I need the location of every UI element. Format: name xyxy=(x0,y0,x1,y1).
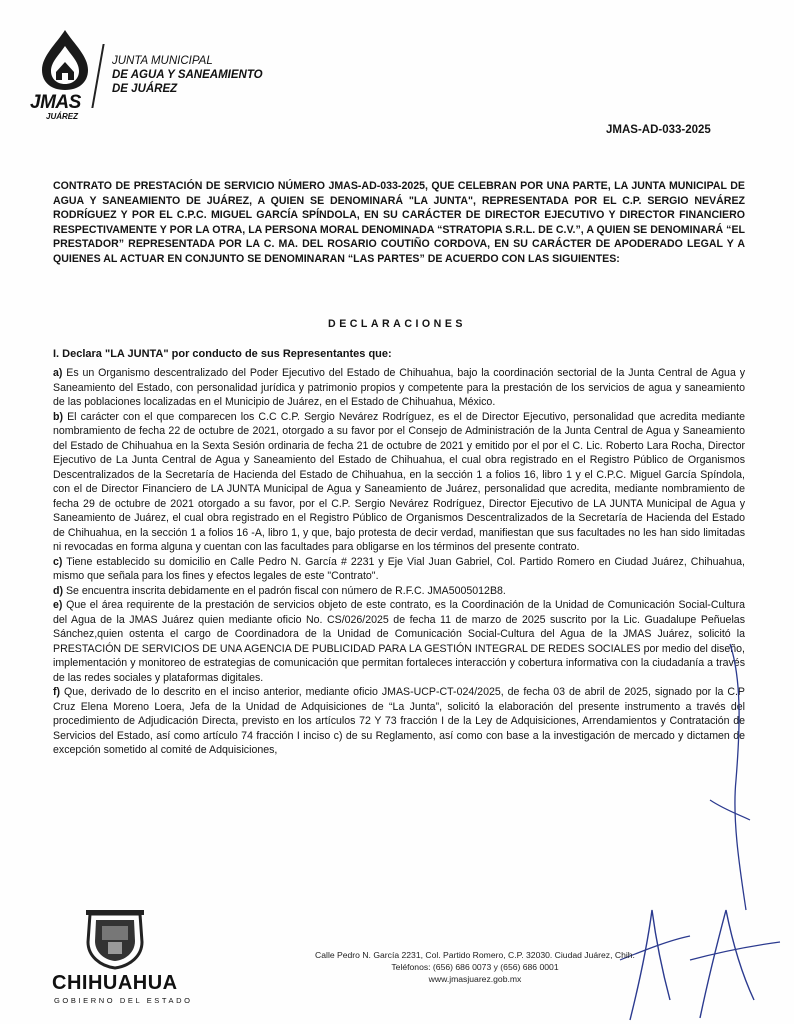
jmas-logo xyxy=(26,28,106,124)
paragraph xyxy=(53,366,745,410)
declaration-paragraphs xyxy=(53,366,745,758)
footer-brand: CHIHUAHUA xyxy=(52,972,178,994)
paragraph-text: Que, derivado de lo descrito en el inciso anterior, mediante oficio JMAS-UCP-CT-024/2025, de fecha 03 de abril de 2025, signado por la C.P Cruz Elena Moreno Loera, Jefa de la Unidad de Adquisiciones de “La Junta”, solicitó la elaboración del presente instrumento a través del procedimiento de Adjudicación Directa, previsto en los artículos 72 Y 73 fracción I de la Ley de Adquisiciones, Arrendamientos y Contratación de Servicios del Estado, así como artículo 74 fracción I inciso c) de su Reglamento, así como con base a la investigación de mercado y dictamen de excepción sometido al comité de Adquisiciones, xyxy=(53,686,745,756)
org-name-line: DE JUÁREZ xyxy=(112,83,178,95)
organization-name xyxy=(112,54,263,96)
state-seal-icon xyxy=(80,908,150,970)
paragraph xyxy=(53,685,745,758)
footer-phones: Teléfonos: (656) 686 0073 y (656) 686 0001 xyxy=(391,962,559,972)
paragraph-text: Se encuentra inscrita debidamente en el padrón fiscal con número de R.F.C. JMA5005012B8. xyxy=(63,584,506,597)
paragraph-label: e) xyxy=(53,599,63,611)
paragraph-text: El carácter con el que comparecen los C.C C.P. Sergio Nevárez Rodríguez, es el de Director Ejecutivo, personalidad que acredita mediante nombramiento de fecha 22 de octubre de 2021, otorgado a su favor por el Consejo de Administración de la Junta Central de Agua y Saneamiento del Estado de Chihuahua en la Sexta Sesión ordinaria de fecha 21 de octubre de 2021 y emitido por el por el C. Lic. Roberto Lara Rocha, Director Ejecutivo de La Junta Central de Agua y Saneamiento del Estado de Chihuahua, el cual obra registrado en el Registro Público de Organismos Descentralizados de la Secretaría de Hacienda del Estado de Chihuahua, en la sección 1 a folios 16, libro 1 y el C.P.C. Miguel García Spíndola, con el de Director Financiero de LA JUNTA Municipal de Agua y Saneamiento de Juárez, personalidad que acredita, mediante nombramiento de fecha 29 de octubre de 2021 otorgado a su favor, por el C.P. Sergio Nevárez Rodríguez, Director Ejecutivo de LA JUNTA Municipal de Agua y Saneamiento de Juárez, el cual obra registrado en el Registro Público de Organismos Descentralizados de la Secretaría de Hacienda del Estado de Chihuahua, en la sección 1 a folios 16 -A, libro 1, y que, bajo protesta de decir verdad, manifiestan que sus facultades no les han sido limitadas ni revocadas en forma alguna y cuentan con las facultades para obligarse en los términos del presente contrato. xyxy=(53,410,745,553)
paragraph xyxy=(53,598,745,685)
footer-address: Calle Pedro N. García 2231, Col. Partido Romero, C.P. 32030. Ciudad Juárez, Chih. xyxy=(315,950,635,960)
paragraph-label: a) xyxy=(53,367,63,379)
paragraph-label: f) xyxy=(53,686,61,698)
declaration-heading: I. Declara "LA JUNTA" por conducto de sus Representantes que: xyxy=(53,348,392,360)
paragraph-label: c) xyxy=(53,555,63,568)
footer-brand-subtitle: GOBIERNO DEL ESTADO xyxy=(54,996,193,1005)
paragraph xyxy=(53,584,745,599)
paragraph-label: b) xyxy=(53,410,63,423)
section-title: DECLARACIONES xyxy=(328,318,466,330)
logo-text: JMAS xyxy=(30,92,81,113)
org-name-line: DE AGUA Y SANEAMIENTO xyxy=(112,69,263,81)
paragraph-label: d) xyxy=(53,584,63,597)
paragraph-text: Es un Organismo descentralizado del Poder Ejecutivo del Estado de Chihuahua, bajo la coordinación sectorial de la Junta Central de Agua y Saneamiento del Estado, con personalidad jurídica y patrimonio propios y competente para la prestación de los servicios de agua y saneamiento de las poblaciones localizadas en el Municipio de Juárez, en el Estado de Chihuahua, México. xyxy=(53,367,745,408)
water-drop-house-icon xyxy=(34,28,96,92)
org-name-line: JUNTA MUNICIPAL xyxy=(112,55,213,67)
contract-intro: CONTRATO DE PRESTACIÓN DE SERVICIO NÚMERO JMAS-AD-033-2025, QUE CELEBRAN POR UNA PARTE, LA JUNTA MUNICIPAL DE AGUA Y SANEAMIENTO DE JUÁREZ, A QUIEN SE DENOMINARÁ "LA JUNTA", REPRESENTADA POR EL C.P. SERGIO NEVÁREZ RODRÍGUEZ Y POR EL C.P.C. MIGUEL GARCÍA SPÍNDOLA, EN SU CARÁCTER DE DIRECTOR EJECUTIVO Y DIRECTOR FINANCIERO RESPECTIVAMENTE Y POR LA OTRA, LA PERSONA MORAL DENOMINADA “STRATOPIA S.R.L. DE C.V.”, A QUIEN SE DENOMINARÁ “EL PRESTADOR” REPRESENTADA POR LA C. MA. DEL ROSARIO COUTIÑO CORDOVA, EN SU CARÁCTER DE APODERADO LEGAL Y A QUIENES AL ACTUAR EN CONJUNTO SE DENOMINARAN “LAS PARTES” DE ACUERDO CON LAS SIGUIENTES: xyxy=(53,180,745,265)
document-reference: JMAS-AD-033-2025 xyxy=(606,124,711,136)
paragraph-text: Tiene establecido su domicilio en Calle Pedro N. García # 2231 y Eje Vial Juan Gabriel, Col. Partido Romero en Ciudad Juárez, Chihuahua, mismo que señala para los fines y efectos legales de este "Contrato". xyxy=(53,555,745,582)
paragraph xyxy=(53,555,745,584)
paragraph xyxy=(53,410,745,555)
paragraph-text: Que el área requirente de la prestación de servicios objeto de este contrato, es la Coordinación de la Unidad de Comunicación Social-Cultura del Agua de la JMAS Juárez quien mediante oficio No. CS/026/2025 de fecha 11 de marzo de 2025 suscrito por la Lic. Guadalupe Peñuelas Sánchez,quien ostenta el cargo de Coordinadora de la Unidad de Comunicación Social-Cultura del Agua de la JMAS Juárez, solicitó la PRESTACIÓN DE SERVICIOS DE UNA AGENCIA DE PUBLICIDAD PARA LA GESTIÓN INTEGRAL DE REDES SOCIALES por medio del diseño, implementación y monitoreo de estrategias de comunicación que permitan fortaleces interacción y cobertura informativa con la ciudadanía a través de las redes sociales y plataformas digitales. xyxy=(53,599,745,684)
footer-website[interactable]: www.jmasjuarez.gob.mx xyxy=(428,974,522,984)
footer-contact xyxy=(240,949,710,985)
logo-subtext: JUÁREZ xyxy=(46,112,79,121)
